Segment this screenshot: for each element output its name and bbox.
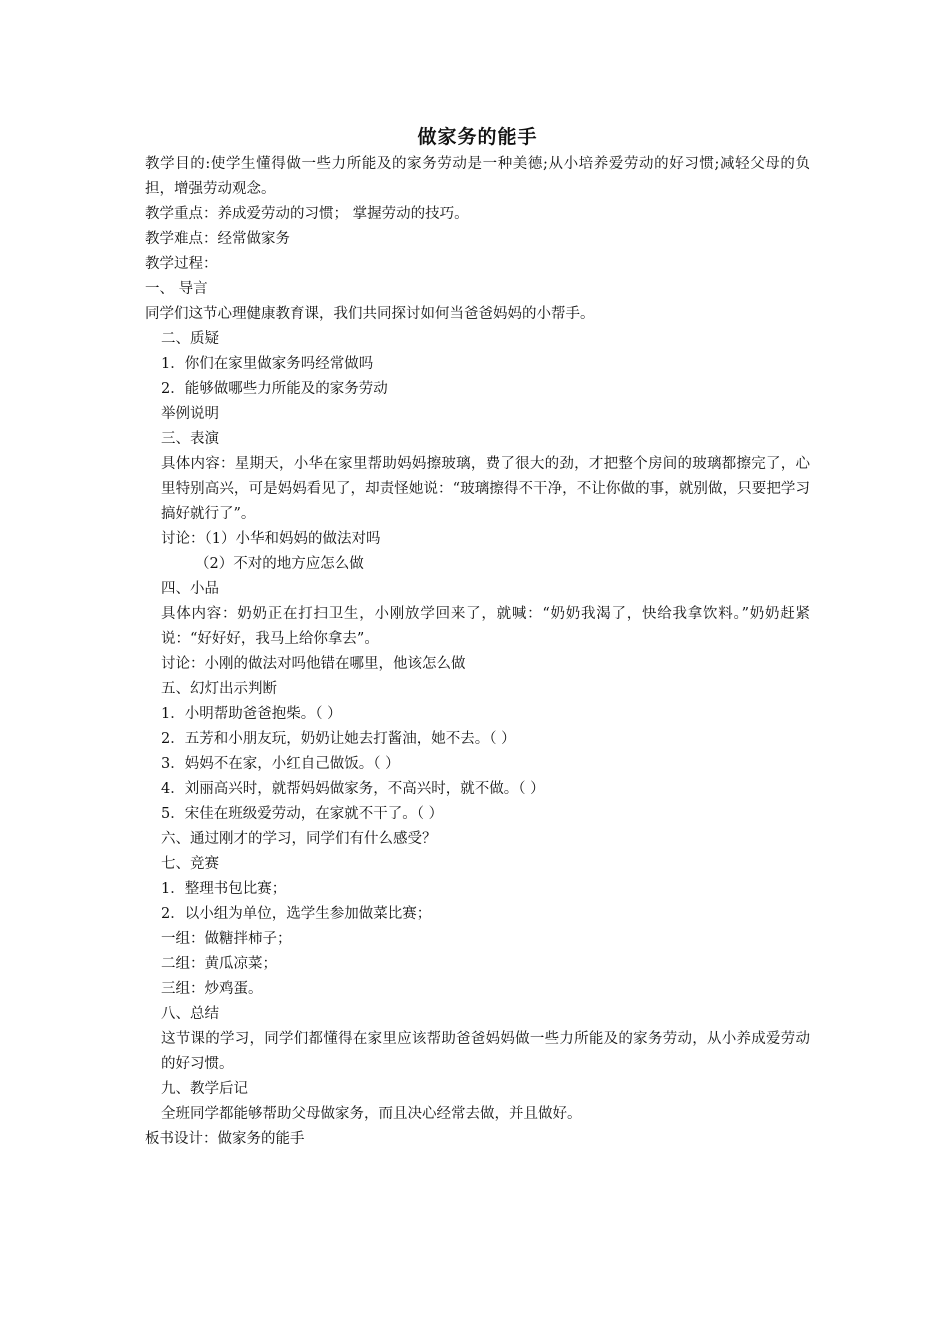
document-title: 做家务的能手 [417,126,538,148]
document-line: 八、总结 [161,1006,219,1022]
document-line: 教学重点：养成爱劳动的习惯； 掌握劳动的技巧。 [145,206,469,222]
document-line: 一、 导言 [145,281,208,297]
document-line: 1．小明帮助爸爸抱柴。（ ） [161,706,342,722]
document-line: 具体内容：星期天，小华在家里帮助妈妈擦玻璃，费了很大的劲，才把整个房间的玻璃都擦完了，心里特别高兴，可是妈妈看见了，却责怪她说：“玻璃擦得不干净，不让你做的事，就别做，只要把学习搞好就行了”。 [161,456,810,522]
document-line: 一组：做糖拌柿子； [161,931,292,947]
document-line: 三组：炒鸡蛋。 [161,981,263,997]
document-line: 5．宋佳在班级爱劳动，在家就不干了。（ ） [161,806,444,822]
document-line: 九、教学后记 [161,1081,248,1097]
document-line: 二、质疑 [161,331,219,347]
document-line: 3．妈妈不在家，小红自己做饭。（ ） [161,756,400,772]
document-line: 举例说明 [161,406,219,422]
document-line: 六、通过刚才的学习，同学们有什么感受？ [161,831,437,847]
document-line: 教学难点：经常做家务 [145,231,290,247]
document-line: 板书设计：做家务的能手 [145,1131,305,1147]
document-line: 4．刘丽高兴时，就帮妈妈做家务，不高兴时，就不做。（ ） [161,781,545,797]
document-line: 三、表演 [161,431,219,447]
document-line: （2）不对的地方应怎么做 [195,556,364,572]
document-line: 1．整理书包比赛； [161,881,287,897]
document-body [145,152,810,1152]
document-line: 讨论：小刚的做法对吗他错在哪里，他该怎么做 [161,656,466,672]
document-line: 2．以小组为单位，选学生参加做菜比赛； [161,906,432,922]
document-line: 全班同学都能够帮助父母做家务，而且决心经常去做，并且做好。 [161,1106,582,1122]
document-line: 具体内容：奶奶正在打扫卫生，小刚放学回来了，就喊：“奶奶我渴了，快给我拿饮料。”奶奶赶紧说：“好好好，我马上给你拿去”。 [161,606,810,647]
document-line: 四、小品 [161,581,219,597]
document-line: 教学目的:使学生懂得做一些力所能及的家务劳动是一种美德;从小培养爱劳动的好习惯;减轻父母的负担，增强劳动观念。 [145,156,810,197]
document-line: 同学们这节心理健康教育课，我们共同探讨如何当爸爸妈妈的小帮手。 [145,306,595,322]
document-line: 这节课的学习，同学们都懂得在家里应该帮助爸爸妈妈做一些力所能及的家务劳动，从小养成爱劳动的好习惯。 [161,1031,810,1072]
document-line: 1．你们在家里做家务吗经常做吗 [161,356,374,372]
document-page [145,122,810,1152]
document-line: 五、幻灯出示判断 [161,681,277,697]
document-line: 教学过程： [145,256,218,272]
document-line: 2．五芳和小朋友玩，奶奶让她去打酱油，她不去。（ ） [161,731,516,747]
document-line: 讨论：（1）小华和妈妈的做法对吗 [161,531,381,547]
document-line: 2．能够做哪些力所能及的家务劳动 [161,381,388,397]
document-line: 二组：黄瓜凉菜； [161,956,277,972]
document-line: 七、竞赛 [161,856,219,872]
